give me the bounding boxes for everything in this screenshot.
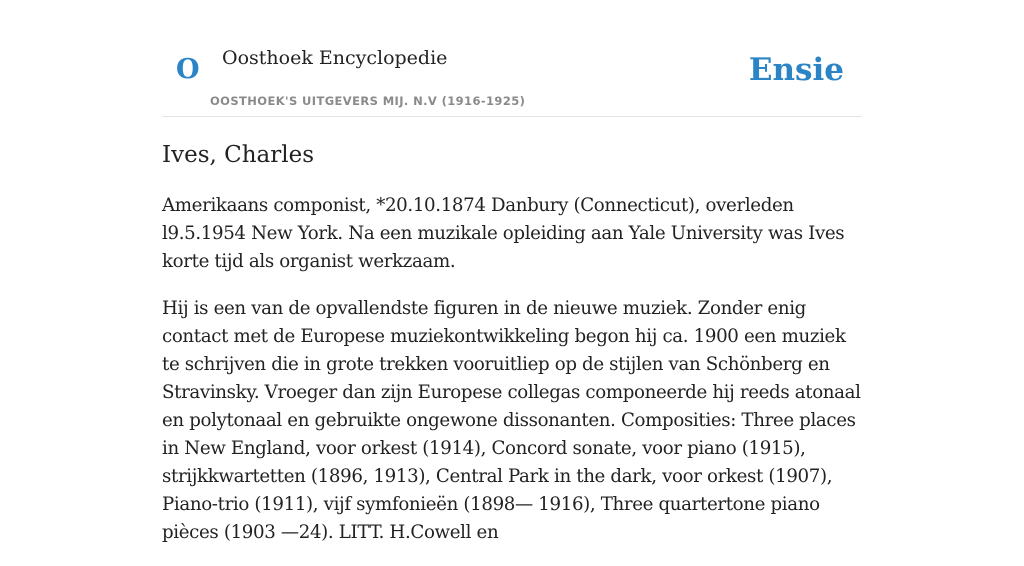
- site-header: [162, 0, 862, 117]
- book-title[interactable]: Oosthoek Encyclopedie: [222, 47, 448, 69]
- ensie-brand-link[interactable]: Ensie: [748, 52, 844, 88]
- entry-body: [162, 192, 862, 566]
- publisher-label: OOSTHOEK'S UITGEVERS MIJ. N.V (1916-1925): [210, 94, 526, 108]
- entry-paragraph: Amerikaans componist, *20.10.1874 Danbury (Connecticut), overleden l9.5.1954 New York. Na een muzikale opleiding aan Yale University was Ives korte tijd als organist werkzaam.: [162, 195, 845, 272]
- encyclopedia-logo[interactable]: O: [176, 54, 200, 85]
- entry-title: Ives, Charles: [162, 142, 315, 168]
- entry-paragraph: Hij is een van de opvallendste figuren in de nieuwe muziek. Zonder enig contact met de Europese muziekontwikkeling begon hij ca. 1900 een muziek te schrijven die in grote trekken vooruitliep op de stijlen van Schönberg en Stravinsky. Vroeger dan zijn Europese collegas componeerde hij reeds atonaal en polytonaal en gebruikte ongewone dissonanten. Composities: Three places in New England, voor orkest (1914), Concord sonate, voor piano (1915), strijkkwartetten (1896, 1913), Central Park in the dark, voor orkest (1907), Piano-trio (1911), vijf symfonieën (1898— 1916), Three quartertone piano pièces (1903 —24). LITT. H.Cowell en: [162, 298, 861, 543]
